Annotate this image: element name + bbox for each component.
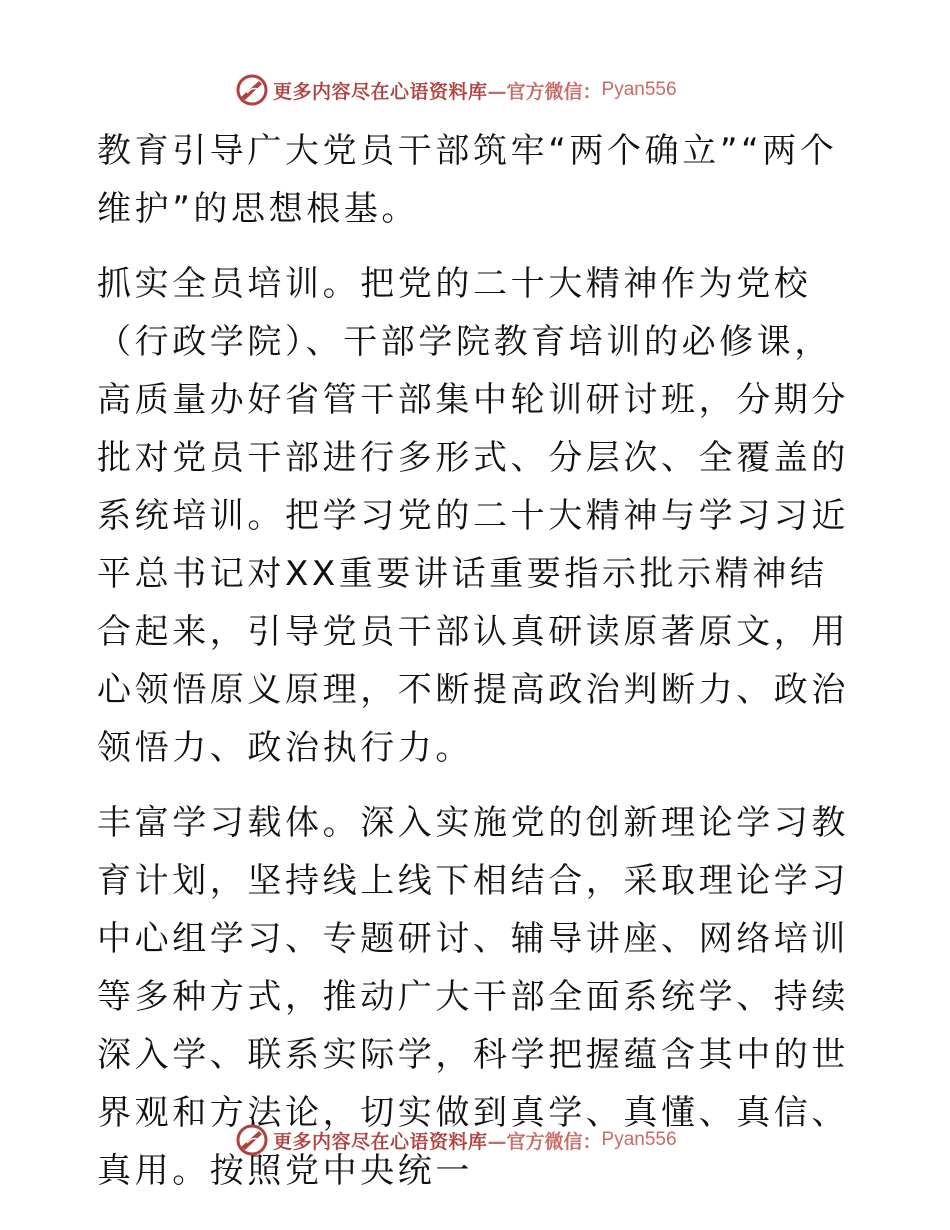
brand-logo-icon (235, 1123, 269, 1157)
brand-logo-icon (235, 73, 269, 107)
watermark-sub-text: —官方微信： (487, 80, 602, 103)
paragraph-1: 教育引导广大党员干部筑牢“两个确立”“两个维护”的思想根基。 (97, 131, 838, 229)
watermark-sub-text: —官方微信： (487, 1130, 602, 1153)
paragraph-3: 丰富学习载体。深入实施党的创新理论学习教育计划，坚持线上线下相结合，采取理论学习中心组学习、专题研讨、辅导讲座、网络培训等多种方式，推动广大干部全面系统学、持续深入学、联系实际学，科学把握蕴含其中的世界观和方法论，切实做到真学、真懂、真信、真用。按照党中央统一 (97, 803, 849, 1191)
header-watermark (235, 70, 677, 110)
paragraph-2: 抓实全员培训。把党的二十大精神作为党校（行政学院）、干部学院教育培训的必修课，高质量办好省管干部集中轮训研讨班，分期分批对党员干部进行多形式、分层次、全覆盖的系统培训。把学习党的二十大精神与学习习近平总书记对XX重要讲话重要指示批示精神结合起来，引导党员干部认真研读原著原文，用心领悟原义原理，不断提高政治判断力、政治领悟力、政治执行力。 (97, 264, 849, 768)
watermark-account-id: Pyan556 (601, 79, 677, 100)
watermark-account-id: Pyan556 (601, 1129, 677, 1150)
footer-watermark (235, 1120, 677, 1160)
document-body (97, 122, 857, 1200)
watermark-main-text: 更多内容尽在心语资料库 (273, 80, 488, 103)
watermark-main-text: 更多内容尽在心语资料库 (273, 1130, 488, 1153)
